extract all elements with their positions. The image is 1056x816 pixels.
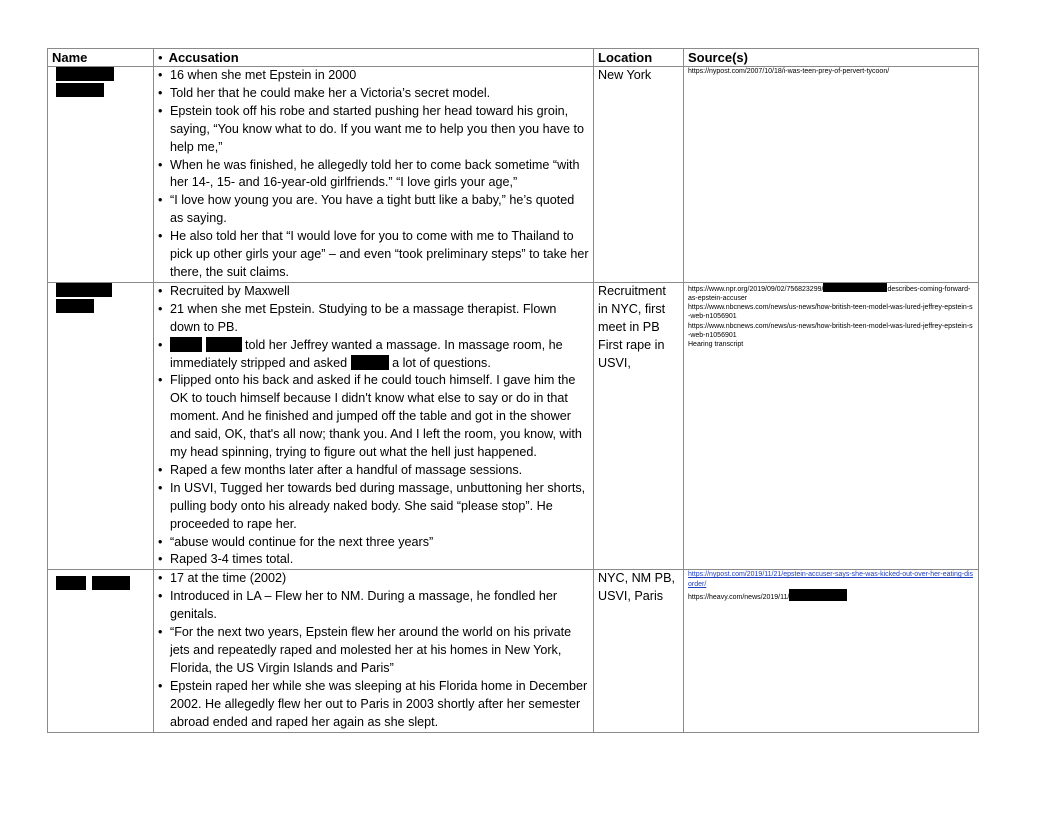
name-cell <box>48 67 154 283</box>
source-link[interactable]: https://www.nbcnews.com/news/us-news/how-british-teen-model-was-lured-jeffrey-epstein-s-web-n1056901 <box>688 322 973 339</box>
redaction-block <box>206 337 242 352</box>
redaction-block <box>789 589 847 601</box>
list-item: • He also told her that “I would love for you to come with me to Thailand to pick up other girls your age” – and even “took preliminary steps” to take her there, the suit claims. <box>158 228 589 282</box>
list-item: • 21 when she met Epstein. Studying to be a massage therapist. Flown down to PB. <box>158 301 589 337</box>
list-item: • Epstein took off his robe and started pushing her head toward his groin, saying, “You know what to do. If you want me to help you then you have to help me,” <box>158 103 589 157</box>
list-item: • Raped a few months later after a handful of massage sessions. <box>158 462 589 480</box>
list-item: • Raped 3-4 times total. <box>158 551 589 569</box>
location-cell: NYC, NM PB, USVI, Paris <box>594 570 684 732</box>
source-link[interactable]: https://nypost.com/2007/10/18/i-was-teen-prey-of-pervert-tycoon/ <box>688 68 890 75</box>
accusation-cell <box>154 282 594 570</box>
header-accusation: • Accusation <box>154 49 594 67</box>
redaction-block <box>56 299 94 313</box>
list-item: • In USVI, Tugged her towards bed during massage, unbuttoning her shorts, pulling body onto his already naked body. She said “please stop”. He proceeded to rape her. <box>158 480 589 534</box>
source-note: Hearing transcript <box>688 341 744 349</box>
list-item: • told her Jeffrey wanted a massage. In massage room, he immediately stripped and asked a lot of questions. <box>158 337 589 373</box>
source-cell <box>684 67 979 283</box>
name-cell <box>48 570 154 732</box>
header-name: Name <box>48 49 154 67</box>
location-cell: New York <box>594 67 684 283</box>
source-cell <box>684 570 979 732</box>
list-item: • “For the next two years, Epstein flew her around the world on his private jets and repeatedly raped and molested her at his homes in New York, Florida, the US Virgin Islands and Paris” <box>158 624 589 678</box>
accusation-cell <box>154 67 594 283</box>
source-link[interactable]: https://heavy.com/news/2019/11/ <box>688 589 974 602</box>
name-cell <box>48 282 154 570</box>
redaction-block <box>170 337 202 352</box>
list-item: • Flipped onto his back and asked if he could touch himself. I gave him the OK to touch himself because I didn't know what else to say or do in that moment. And he finished and jumped off the table and got in the shower and said, OK, that's all now; thank you. And I left the room, you know, with my head spinning, trying to figure out what the hell just happened. <box>158 372 589 462</box>
list-item: • Introduced in LA – Flew her to NM. During a massage, he fondled her genitals. <box>158 588 589 624</box>
source-link[interactable]: https://www.nbcnews.com/news/us-news/how-british-teen-model-was-lured-jeffrey-epstein-s-web-n1056901 <box>688 304 973 321</box>
accusation-cell <box>154 570 594 732</box>
redaction-block <box>56 283 112 297</box>
table-row <box>48 570 979 732</box>
redaction-block <box>56 83 104 97</box>
table-row <box>48 67 979 283</box>
bullet-icon <box>158 50 169 65</box>
header-row <box>48 49 979 67</box>
list-item: • Epstein raped her while she was sleeping at his Florida home in December 2002. He allegedly flew her out to Paris in 2003 shortly after her semester abroad ended and raped her again as she slept. <box>158 678 589 732</box>
redaction-block <box>823 283 887 292</box>
source-link[interactable]: https://nypost.com/2019/11/21/epstein-accuser-says-she-was-kicked-out-over-her-eating-disorder/ <box>688 571 974 588</box>
redaction-block <box>56 576 86 590</box>
redaction-block <box>56 67 114 81</box>
list-item: • 16 when she met Epstein in 2000 <box>158 67 589 85</box>
list-item: • When he was finished, he allegedly told her to come back sometime “with her 14-, 15- and 16-year-old girlfriends.” “I love girls your age,” <box>158 157 589 193</box>
list-item: • “abuse would continue for the next three years” <box>158 534 589 552</box>
list-item: • Told her that he could make her a Victoria’s secret model. <box>158 85 589 103</box>
source-cell <box>684 282 979 570</box>
list-item: • Recruited by Maxwell <box>158 283 589 301</box>
source-link[interactable]: https://www.npr.org/2019/09/02/756823299/ describes-coming-forward-as-epstein-accuser <box>688 283 974 303</box>
accusations-table <box>47 48 979 733</box>
redaction-block <box>92 576 130 590</box>
list-item: • “I love how young you are. You have a tight butt like a baby,” he’s quoted as saying. <box>158 192 589 228</box>
redaction-block <box>351 355 389 370</box>
location-cell: Recruitment in NYC, first meet in PB First rape in USVI, <box>594 282 684 570</box>
header-sources: Source(s) <box>684 49 979 67</box>
list-item: • 17 at the time (2002) <box>158 570 589 588</box>
table-row <box>48 282 979 570</box>
header-location: Location <box>594 49 684 67</box>
